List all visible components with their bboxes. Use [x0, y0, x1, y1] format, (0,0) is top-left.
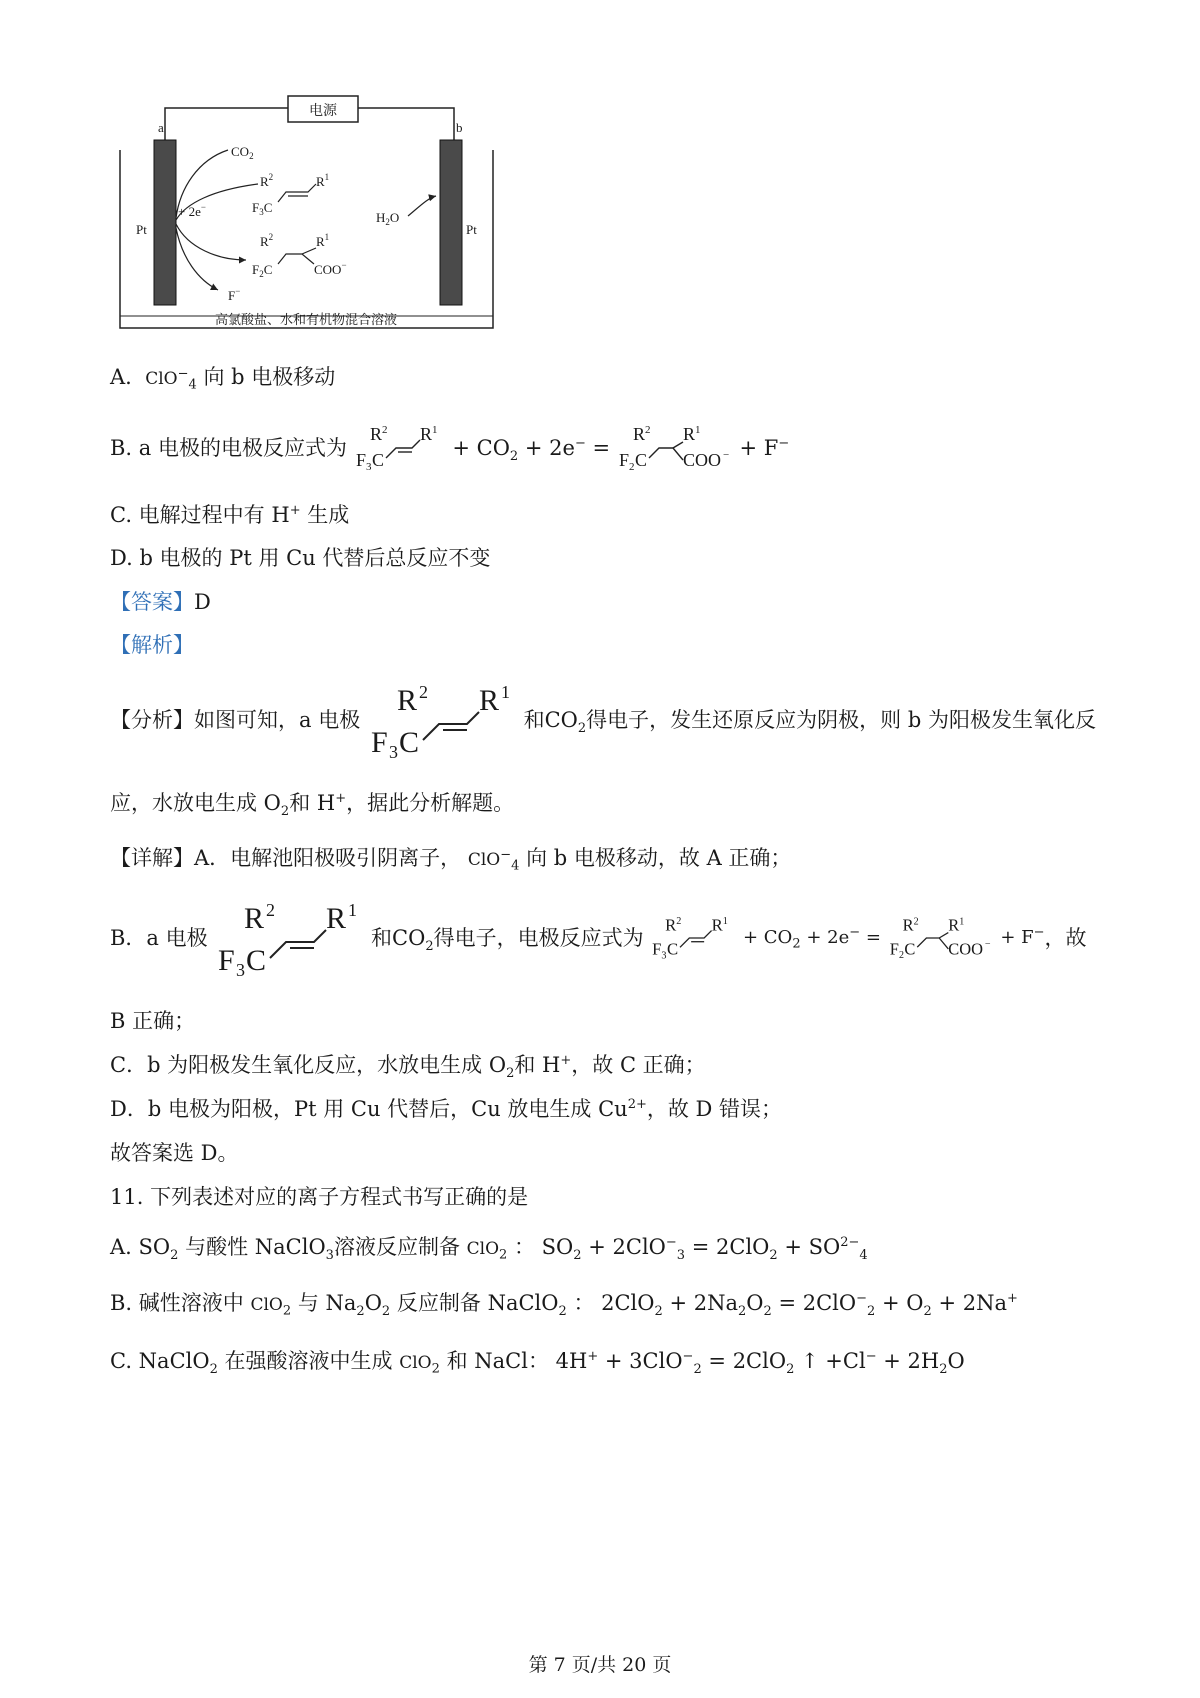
- electrolysis-diagram: [118, 88, 503, 338]
- svg-text:F: F: [618, 450, 629, 470]
- svg-text:2: 2: [644, 424, 651, 436]
- reactant-structure-small: [650, 912, 736, 964]
- option-d: D. b 电极的 Pt 用 Cu 代替后总反应不变: [110, 546, 491, 570]
- svg-text:1: 1: [722, 916, 729, 928]
- svg-text:F: F: [355, 450, 366, 470]
- svg-text:COO−: COO−: [314, 260, 347, 277]
- svg-text:C: C: [667, 939, 679, 959]
- svg-text:1: 1: [500, 682, 510, 702]
- svg-text:R: R: [902, 915, 914, 935]
- xiangjie-c: C．b 为阳极发生氧化反应，水放电生成 $O_2$和 H+，故 C 正确；: [110, 1053, 706, 1082]
- svg-text:R: R: [665, 915, 677, 935]
- electrons-label: + 2e−: [178, 202, 206, 219]
- svg-text:F3C: $F_3C$: [252, 200, 273, 217]
- svg-text:C: C: [634, 450, 647, 470]
- svg-text:1: 1: [431, 424, 438, 436]
- svg-text:R: R: [947, 915, 959, 935]
- svg-text:2: 2: [913, 916, 919, 928]
- svg-text:R1: $R^1$: [316, 232, 330, 249]
- svg-text:3: 3: [661, 950, 667, 962]
- svg-text:1: 1: [958, 916, 964, 928]
- pt-right-label: Pt: [466, 222, 477, 237]
- svg-text:R: R: [711, 915, 724, 935]
- fluoride-label: F−: [228, 286, 241, 303]
- option-a: A. ClO−$_4$ 向 b 电极移动: [110, 365, 336, 393]
- page-footer: 第 7 页/共 20 页: [528, 1654, 672, 1676]
- option-c: C. 电解过程中有 H+ 生成: [110, 503, 350, 527]
- product-structure: [617, 420, 733, 476]
- svg-text:−: −: [984, 939, 991, 951]
- svg-text:F: F: [889, 939, 899, 959]
- xiangjie-b: B．a 电极 R 2 R 1 F 3 C 和$CO_2$得电子，电极反应式为 R 2 R 1 F 3 C + $CO_2 + 2e^-$ = R 2 R 1 F 2 C COO − + F−，故: [110, 900, 1087, 978]
- q11-option-c: C. NaClO$_2$ 在强酸溶液中生成 ClO$_2$ 和 NaCl： 4H+ + 3ClO−$_2$ = 2ClO$_2$ ↑ $+Cl^- + 2H_2O$: [110, 1349, 965, 1378]
- svg-text:F2C: $F_2C$: [252, 262, 273, 279]
- answer: 【答案】D: [110, 590, 211, 614]
- svg-text:F: F: [370, 726, 388, 759]
- q11-option-a: A. $SO_2$ 与酸性 NaClO$_3$溶液反应制备 ClO$_2$ ： $SO_2 + 2ClO^-_3 = 2ClO_2 + SO^{2-}_4$: [110, 1235, 868, 1264]
- svg-text:2: 2: [898, 950, 904, 962]
- svg-text:−: −: [722, 449, 730, 461]
- product-molecule: [252, 232, 347, 279]
- svg-text:C: C: [398, 726, 419, 759]
- question-11: 11. 下列表述对应的离子方程式书写正确的是: [110, 1185, 529, 1209]
- power-label: 电源: [309, 103, 337, 119]
- svg-text:R: R: [419, 424, 432, 444]
- svg-text:3: 3: [388, 742, 398, 760]
- xiangjie-b-cont: B 正确；: [110, 1009, 196, 1033]
- product-structure-small: [888, 912, 994, 964]
- electrode-a: [154, 140, 176, 305]
- svg-text:1: 1: [694, 424, 701, 436]
- svg-text:R: R: [632, 424, 645, 444]
- xiangjie-d: D．b 电极为阳极，Pt 用 Cu 代替后，Cu 放电生成 $Cu^{2+}$，故 D 错误；: [110, 1097, 783, 1121]
- svg-text:1: 1: [348, 900, 358, 920]
- option-b: B. a 电极的电极反应式为 R 2 R 1 F 3 C + $CO_2 + 2e^-$ = R 2 R 1 F 2 C COO − + F−: [110, 420, 789, 476]
- svg-text:2: 2: [381, 424, 388, 436]
- svg-text:R1: $R^1$: [316, 172, 330, 189]
- xiangjie-a: 【详解】A．电解池阳极吸引阴离子， ClO−$_4$ 向 b 电极移动，故 A 正确；: [110, 846, 792, 874]
- svg-text:R2: $R^2$: [260, 172, 274, 189]
- svg-text:2: 2: [628, 461, 635, 473]
- pt-left-label: Pt: [136, 222, 147, 237]
- electrode-b-label: b: [456, 120, 463, 135]
- svg-text:COO: COO: [682, 450, 721, 470]
- reactant-structure-large-2: [214, 898, 364, 978]
- analysis-tag: 【解析】: [110, 633, 194, 657]
- svg-text:F: F: [652, 939, 662, 959]
- electrode-a-label: a: [158, 120, 164, 135]
- svg-text:R: R: [244, 902, 265, 935]
- reactant-molecule: [252, 172, 329, 217]
- svg-text:R: R: [326, 902, 347, 935]
- electrode-b: [440, 140, 462, 305]
- svg-text:R: R: [682, 424, 695, 444]
- water-label: $H_2O$: [376, 210, 400, 227]
- svg-text:R: R: [396, 684, 417, 717]
- svg-text:2: 2: [676, 916, 682, 928]
- fenxi-line-1: 【分析】如图可知，a 电极 R 2 R 1 F 3 C 和$CO_2$得电子，发生还原反应为阴极，则 b 为阳极发生氧化反: [110, 682, 1096, 760]
- svg-text:F: F: [218, 944, 236, 977]
- co2-label: $CO_2$: [231, 144, 254, 161]
- svg-text:2: 2: [418, 682, 428, 702]
- conclusion: 故答案选 D。: [110, 1141, 239, 1165]
- solution-label: 高氯酸盐、水和有机物混合溶液: [214, 313, 398, 328]
- svg-text:2: 2: [266, 900, 276, 920]
- reactant-structure: [354, 420, 446, 476]
- svg-text:R: R: [478, 684, 499, 717]
- q11-option-b: B. 碱性溶液中 ClO$_2$ 与 $Na_2O_2$ 反应制备 NaClO$_2$ ： $2ClO_2 + 2Na_2O_2 = 2ClO^-_2 + O_2 + 2Na^+$: [110, 1291, 1018, 1320]
- svg-text:R: R: [369, 424, 382, 444]
- fenxi-line-2: 应，水放电生成 $O_2$和 H+，据此分析解题。: [110, 791, 515, 820]
- svg-text:C: C: [246, 944, 267, 977]
- svg-text:3: 3: [365, 461, 372, 473]
- svg-text:COO: COO: [947, 939, 983, 959]
- svg-text:3: 3: [236, 960, 246, 978]
- svg-text:R2: $R^2$: [260, 232, 274, 249]
- svg-text:C: C: [371, 450, 384, 470]
- reactant-structure-large: [367, 680, 517, 760]
- svg-text:C: C: [904, 939, 916, 959]
